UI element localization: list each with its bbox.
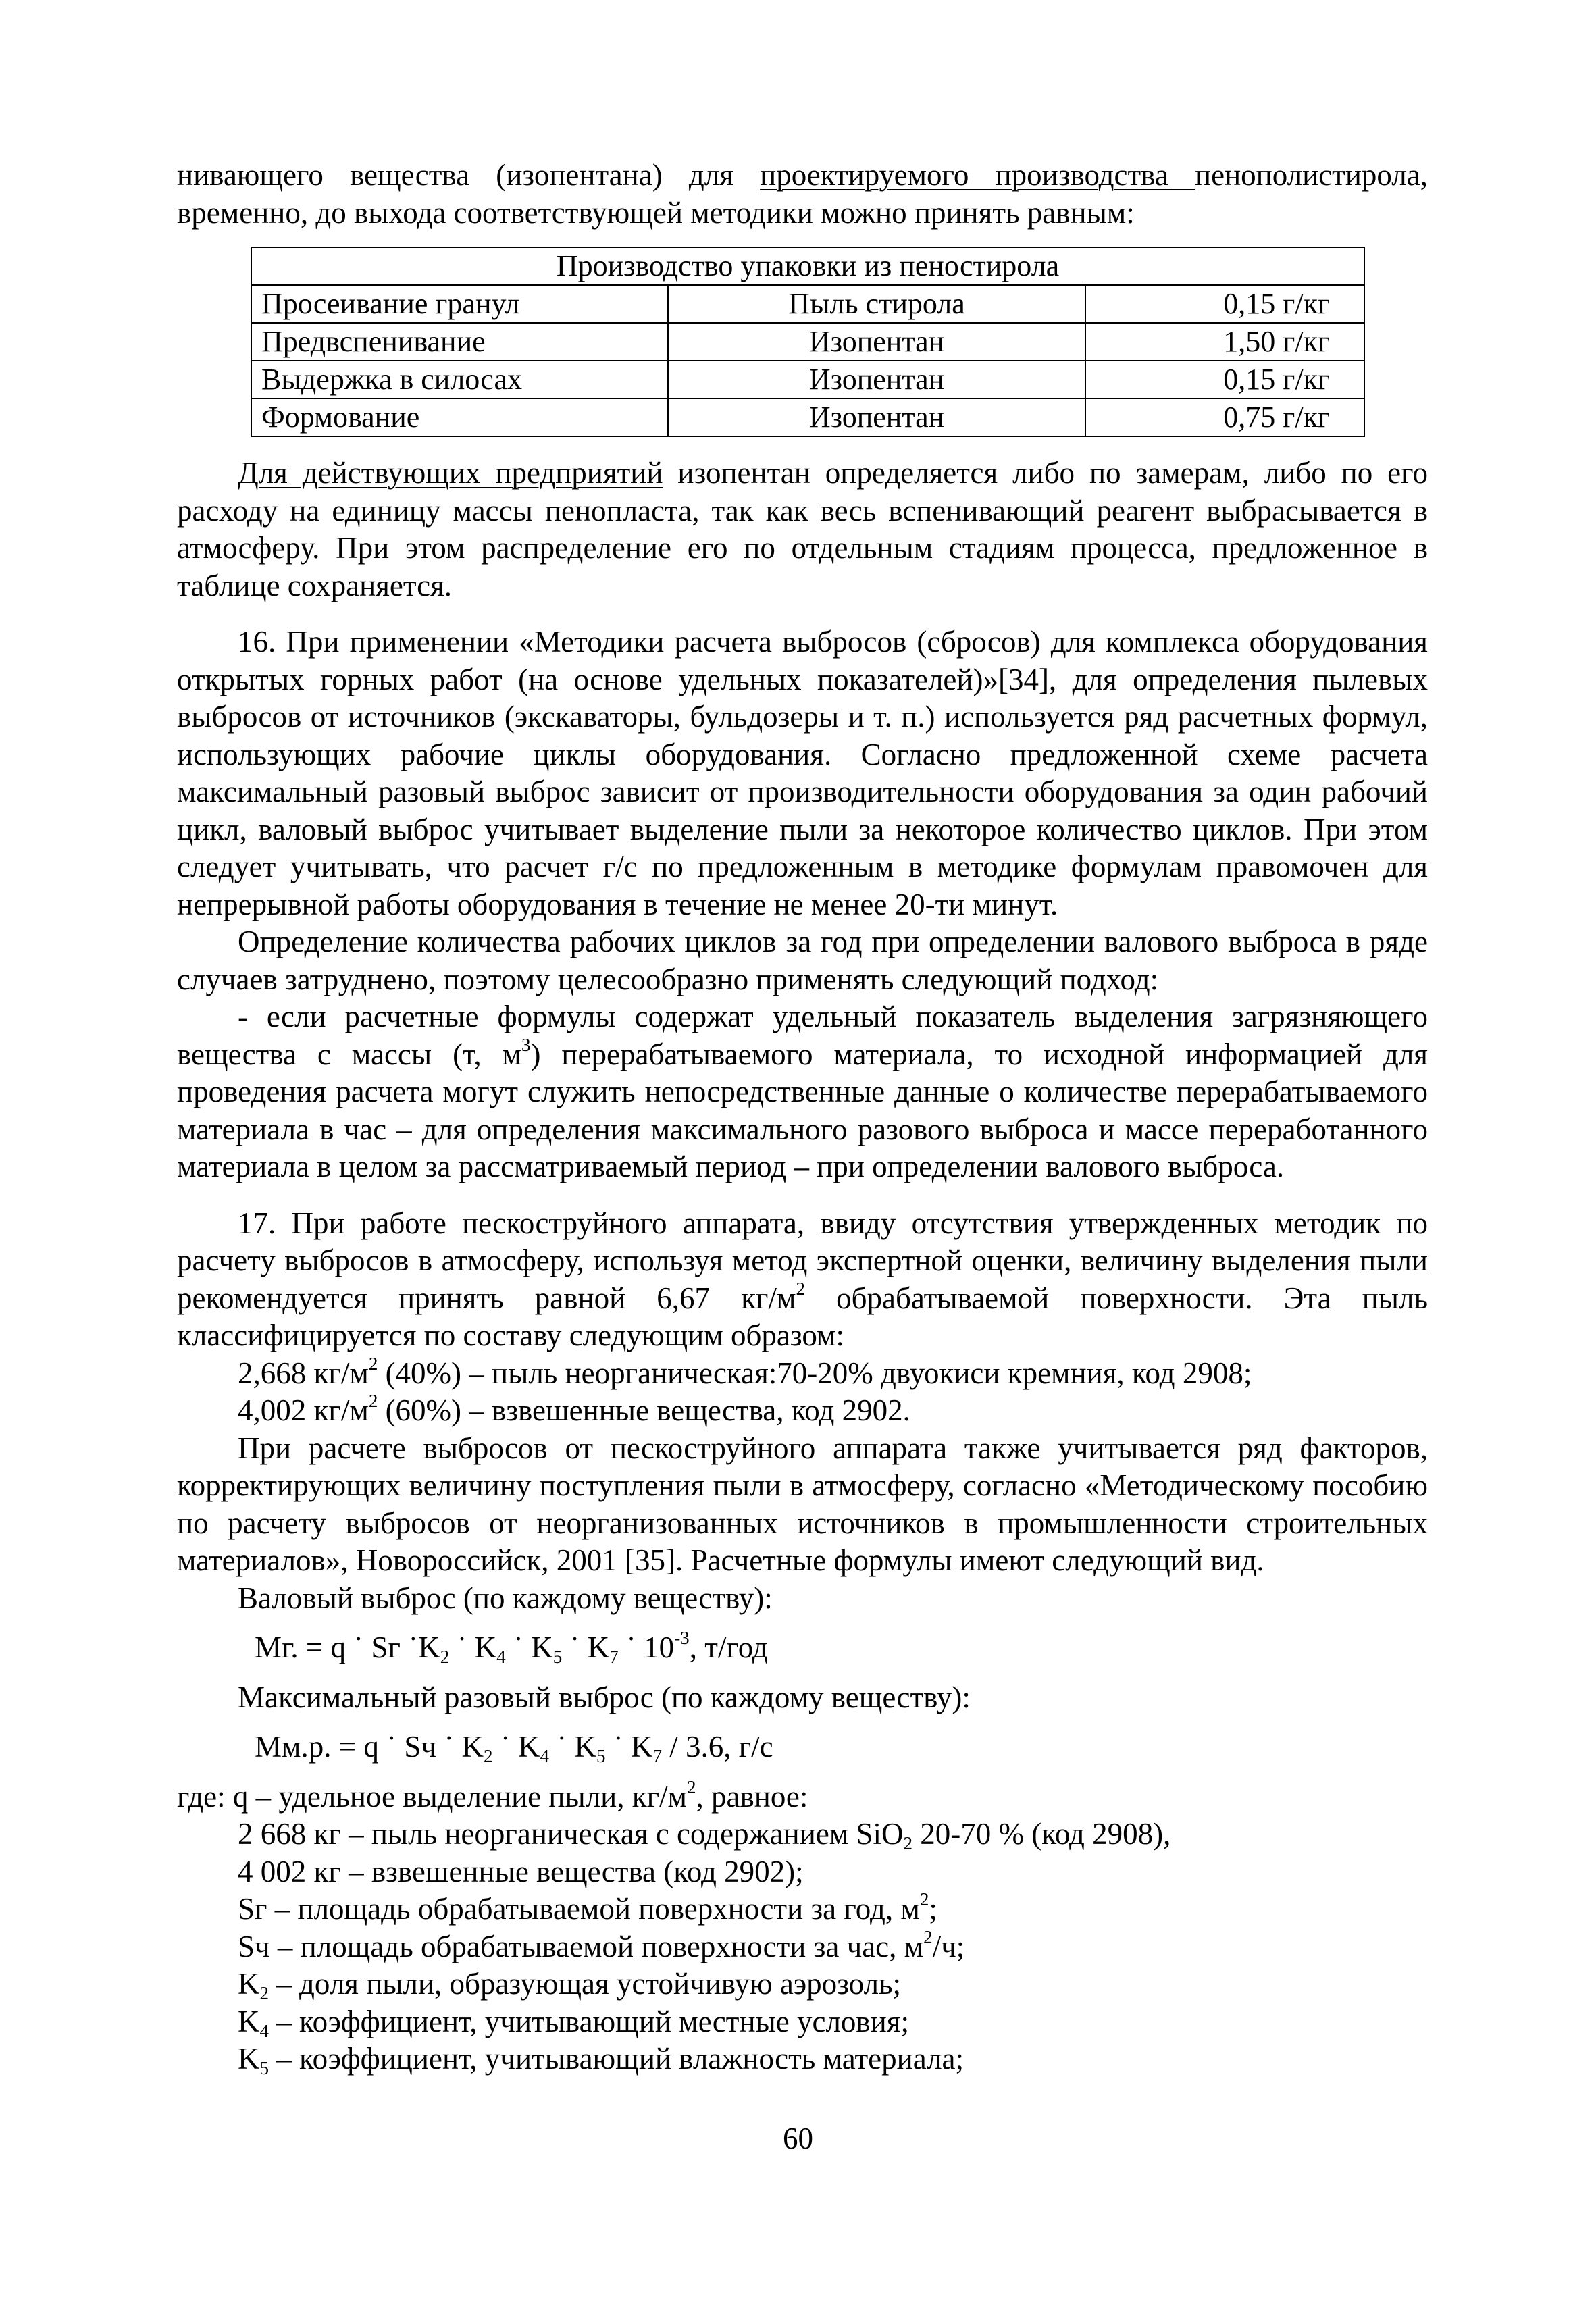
- superscript: 2: [919, 1888, 929, 1909]
- formula-unit: / 3.6, г/с: [661, 1730, 773, 1764]
- formula-part: ˙ K: [449, 1630, 497, 1664]
- value-cell: 1,50 г/кг: [1085, 323, 1364, 361]
- def-text: 2 668 кг – пыль неорганическая с содержанием SiO: [238, 1817, 904, 1851]
- table-row: [251, 398, 1364, 436]
- comp-text-rest: (60%) – взвешенные вещества, код 2902.: [378, 1393, 910, 1427]
- page-content: [177, 157, 1428, 2078]
- formula-part: ˙ K: [562, 1630, 610, 1664]
- existing-text: изопентан определяется либо по замерам, либо по его расходу на единицу массы пенопласта, так как весь вспенивающий реагент выбрасывается в атмосферу. При этом распределение его по отдельным стадиям процесса, предложенное в таблице сохраняется.: [177, 456, 1428, 602]
- superscript: 2: [368, 1390, 378, 1411]
- table-header: Производство упаковки из пеностирола: [251, 247, 1364, 285]
- substance-cell: Пыль стирола: [668, 285, 1085, 323]
- composition-line-1: [177, 1355, 1428, 1393]
- subscript: 5: [259, 2058, 269, 2079]
- max-emission-formula: [177, 1728, 1428, 1766]
- where-text-rest: , равное:: [696, 1779, 808, 1814]
- subscript: 7: [609, 1647, 619, 1668]
- formula-part: ˙ K: [548, 1730, 596, 1764]
- subscript: 5: [596, 1746, 606, 1767]
- value-cell: 0,75 г/кг: [1085, 398, 1364, 436]
- formula-part: ˙ 10: [618, 1630, 675, 1664]
- table-header-row: [251, 247, 1364, 285]
- superscript: 3: [521, 1034, 531, 1055]
- intro-paragraph: [177, 157, 1428, 232]
- subscript: 2: [259, 1983, 269, 2004]
- where-text: где: q – удельное выделение пыли, кг/м: [177, 1779, 688, 1814]
- superscript: 2: [368, 1353, 378, 1374]
- table-row: [251, 323, 1364, 361]
- def-text-rest: – коэффициент, учитывающий местные условия;: [269, 2004, 909, 2038]
- formula-unit: , т/год: [689, 1630, 768, 1664]
- subscript: 4: [540, 1746, 549, 1767]
- where-line: [177, 1778, 1428, 1816]
- definition-line: [177, 1965, 1428, 2003]
- substance-cell: Изопентан: [668, 323, 1085, 361]
- table-row: [251, 361, 1364, 398]
- definition-line: [177, 2003, 1428, 2041]
- page-number: 60: [783, 2122, 813, 2155]
- definition-line: [177, 1816, 1428, 1853]
- formula-part: Мг. = q ˙ Sг ˙K: [255, 1630, 440, 1664]
- def-text: K: [238, 1967, 260, 2001]
- intro-underlined: проектируемого производства: [760, 158, 1195, 192]
- subscript: 4: [259, 2020, 269, 2041]
- formula-part: ˙ K: [492, 1730, 540, 1764]
- formula-part: ˙ K: [605, 1730, 653, 1764]
- definition-line: 4 002 кг – взвешенные вещества (код 2902);: [238, 1854, 804, 1888]
- paragraph-16-approach: [177, 998, 1428, 1186]
- paragraph-17: [177, 1205, 1428, 1355]
- def-text: Sг – площадь обрабатываемой поверхности за год, м: [238, 1892, 920, 1926]
- table-row: [251, 285, 1364, 323]
- stage-cell: Предвспенивание: [251, 323, 668, 361]
- p17-text-rest: обрабатываемой поверхности. Эта пыль классифицируется по составу следующим образом:: [177, 1281, 1428, 1352]
- approach-text: - если расчетные формулы содержат удельный показатель выделения загрязняющего вещества с массы (т, м: [177, 1000, 1428, 1071]
- comp-text-rest: (40%) – пыль неорганическая:70-20% двуокиси кремния, код 2908;: [378, 1356, 1252, 1390]
- subscript: 2: [440, 1647, 450, 1668]
- existing-enterprises-paragraph: [177, 455, 1428, 605]
- superscript: 2: [923, 1926, 933, 1947]
- definition-line: [177, 1888, 1428, 1928]
- definition-line: [177, 2040, 1428, 2078]
- stage-cell: Просеивание гранул: [251, 285, 668, 323]
- substance-cell: Изопентан: [668, 361, 1085, 398]
- gross-emission-formula: [177, 1629, 1428, 1667]
- paragraph-17-factors: При расчете выбросов от пескоструйного аппарата также учитывается ряд факторов, корректирующих величину поступления пыли в атмосферу, согласно «Методическому пособию по расчету выбросов от неорганизованных источников в промышленности строительных материалов», Новороссийск, 2001 [35]. Расчетные формулы имеют следующий вид.: [177, 1431, 1428, 1577]
- subscript: 5: [552, 1647, 563, 1668]
- emission-table: [251, 247, 1365, 437]
- value-cell: 0,15 г/кг: [1085, 285, 1364, 323]
- approach-text-rest: ) перерабатываемого материала, то исходной информацией для проведения расчета могут служить непосредственные данные о количестве перерабатываемого материала в час – для определения максимального разового выброса и массе переработанного материала в целом за рассматриваемый период – при определении валового выброса.: [177, 1037, 1428, 1183]
- composition-line-2: [177, 1392, 1428, 1430]
- def-text-rest: ;: [929, 1892, 937, 1926]
- p17-text: 17. При работе пескоструйного аппарата, ввиду отсутствия утвержденных методик по расчету выбросов в атмосферу, используя метод экспертной оценки, величину выделения пыли рекомендуется принять равной 6,67 кг/м: [177, 1206, 1428, 1315]
- subscript: 7: [652, 1746, 662, 1767]
- def-text-rest: – коэффициент, учитывающий влажность материала;: [269, 2042, 964, 2076]
- gross-emission-label: Валовый выброс (по каждому веществу):: [238, 1580, 773, 1615]
- stage-cell: Формование: [251, 398, 668, 436]
- comp-text: 4,002 кг/м: [238, 1393, 369, 1427]
- subscript: 2: [484, 1746, 493, 1767]
- formula-part: ˙ K: [505, 1630, 553, 1664]
- paragraph-16-cycles: Определение количества рабочих циклов за год при определении валового выброса в ряде случаев затруднено, поэтому целесообразно применять следующий подход:: [177, 925, 1428, 996]
- def-text: K: [238, 2042, 260, 2076]
- paragraph-16: 16. При применении «Методики расчета выбросов (сбросов) для комплекса оборудования открытых горных работ (на основе удельных показателей)»[34], для определения пылевых выбросов от источников (экскаваторы, бульдозеры и т. п.) используется ряд расчетных формул, использующих рабочие циклы оборудования. Согласно предложенной схеме расчета максимальный разовый выброс зависит от производительности оборудования за один рабочий цикл, валовый выброс учитывает выделение пыли за некоторое количество циклов. При этом следует учитывать, что расчет г/с по предложенным в методике формулам правомочен для непрерывной работы оборудования в течение не менее 20-ти минут.: [177, 625, 1428, 921]
- superscript: 2: [687, 1776, 696, 1797]
- value-cell: 0,15 г/кг: [1085, 361, 1364, 398]
- superscript: -3: [674, 1627, 690, 1648]
- max-emission-label: Максимальный разовый выброс (по каждому веществу):: [238, 1680, 971, 1714]
- subscript: 2: [903, 1833, 913, 1854]
- existing-underlined: Для действующих предприятий: [238, 456, 663, 490]
- subscript: 4: [496, 1647, 506, 1668]
- def-text-rest: /ч;: [932, 1929, 965, 1963]
- substance-cell: Изопентан: [668, 398, 1085, 436]
- def-text-rest: – доля пыли, образующая устойчивую аэрозоль;: [269, 1967, 902, 2001]
- stage-cell: Выдержка в силосах: [251, 361, 668, 398]
- definition-line: [177, 1928, 1428, 1966]
- superscript: 2: [796, 1278, 805, 1299]
- intro-text: нивающего вещества (изопентана) для: [177, 158, 761, 192]
- def-text: K: [238, 2004, 260, 2038]
- formula-part: Мм.р. = q ˙ Sч ˙ K: [255, 1730, 484, 1764]
- def-text: Sч – площадь обрабатываемой поверхности за час, м: [238, 1929, 924, 1963]
- comp-text: 2,668 кг/м: [238, 1356, 369, 1390]
- def-text-rest: 20-70 % (код 2908),: [912, 1817, 1171, 1851]
- intro-text-rest: пенополистирола, временно, до выхода соответствующей методики можно принять равным:: [177, 158, 1428, 230]
